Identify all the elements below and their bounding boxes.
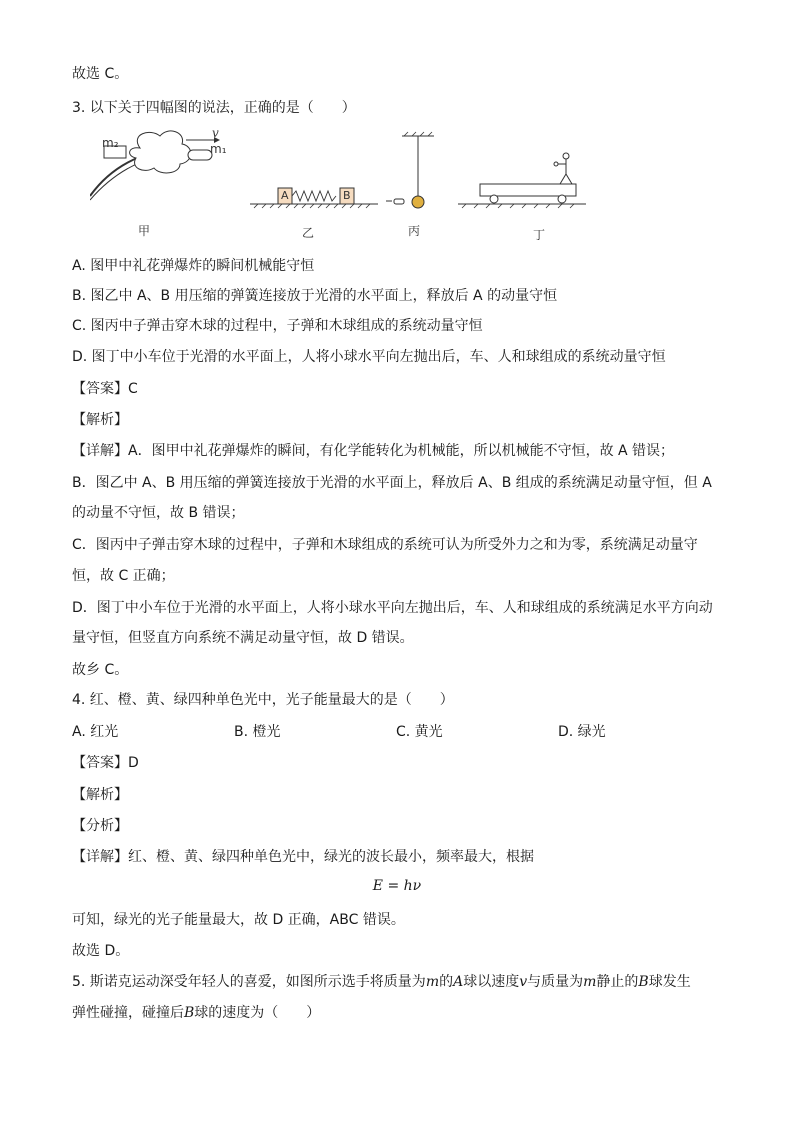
wooden-ball [412,196,424,208]
q5-text-3: 球以速度 [463,974,520,990]
q5-mass-a: m [425,974,440,990]
q5-ball-b-2: B [184,1005,195,1021]
label-block-a: A [281,189,289,202]
q5-ball-b: B [638,974,649,990]
q3-option-c: C. 图丙中子弹击穿木球的过程中，子弹和木球组成的系统动量守恒 [72,318,483,334]
q4-option-d: D. 绿光 [558,724,606,740]
q5-text-6: 球发生 [648,974,691,990]
question-5-stem-line-1 [72,972,691,992]
q3-detail-d-1: D．图丁中小车位于光滑的水平面上，人将小球水平向左抛出后，车、人和球组成的系统满足水平方向动 [72,600,713,616]
q3-detail-b-1: B．图乙中 A、B 用压缩的弹簧连接放于光滑的水平面上，释放后 A、B 组成的系统满足动量守恒，但 A [72,475,712,491]
label-yi: 乙 [302,226,315,240]
q3-detail-d-2: 量守恒，但竖直方向系统不满足动量守恒，故 D 错误。 [72,630,414,646]
q3-analysis-heading: 【解析】 [72,412,128,428]
figure-bing-pendulum [386,132,434,208]
shell-fragment-m1 [188,150,212,160]
label-block-b: B [343,189,351,202]
q3-conclusion: 故乡 C。 [72,662,129,678]
q3-detail-c-1: C．图丙中子弹击穿木球的过程中，子弹和木球组成的系统可认为所受外力之和为零，系统满足动量守 [72,537,698,553]
label-m1: m₁ [210,142,227,156]
q4-detail-conclusion: 可知，绿光的光子能量最大，故 D 正确，ABC 错误。 [72,912,405,928]
figure-drawings [90,128,610,248]
small-ball [554,162,558,166]
q5-text-8: 球的速度为（ ） [194,1005,321,1021]
question-4-stem: 4. 红、橙、黄、绿四种单色光中，光子能量最大的是（ ） [72,692,454,708]
person-head [563,153,569,159]
q4-detail: 【详解】红、橙、黄、绿四种单色光中，绿光的波长最小，频率最大，根据 [72,849,534,865]
label-v: v [212,126,219,140]
q3-detail-b-2: 的动量不守恒，故 B 错误； [72,505,245,521]
cart-body [480,184,576,196]
q3-answer: 【答案】C [72,381,138,397]
q3-detail-c-2: 恒，故 C 正确； [72,568,175,584]
q5-text-2: 的 [439,974,454,990]
q5-text-7: 弹性碰撞，碰撞后 [72,1005,184,1021]
q4-option-c: C. 黄光 [396,724,443,740]
question-5-stem-line-2 [72,1003,320,1023]
q3-detail-a: 【详解】A．图甲中礼花弹爆炸的瞬间，有化学能转化为机械能，所以机械能不守恒，故 A 错误； [72,443,675,459]
previous-conclusion: 故选 C。 [72,66,129,82]
q5-velocity: v [519,974,528,990]
q5-text-5: 静止的 [596,974,639,990]
q3-option-b: B. 图乙中 A、B 用压缩的弹簧连接放于光滑的水平面上，释放后 A 的动量守恒 [72,288,558,304]
label-m2: m₂ [102,136,119,150]
q4-analyze-heading: 【分析】 [72,818,128,834]
bullet [394,199,404,204]
question-3-stem: 3. 以下关于四幅图的说法，正确的是（ ） [72,100,356,116]
q4-option-a: A. 红光 [72,724,119,740]
q4-conclusion: 故选 D。 [72,943,130,959]
label-bing: 丙 [408,224,421,238]
q5-mass-b: m [583,974,597,990]
figure-ding-cart [458,153,586,208]
compressed-spring [292,191,336,201]
q3-option-d: D. 图丁中小车位于光滑的水平面上，人将小球水平向左抛出后，车、人和球组成的系统动量守恒 [72,349,666,365]
question-3-figure [90,128,610,248]
q4-analysis-heading: 【解析】 [72,787,128,803]
q5-text-4: 与质量为 [527,974,584,990]
q4-answer: 【答案】D [72,755,139,771]
figure-yi-blocks-spring [250,188,378,208]
photon-energy-formula: E = hν [372,878,422,894]
explosion-cloud [130,131,191,173]
label-jia: 甲 [138,224,151,238]
cart-wheel-left [490,195,498,203]
label-ding: 丁 [533,228,546,242]
q5-text-1: 5. 斯诺克运动深受年轻人的喜爱，如图所示选手将质量为 [72,974,426,990]
q5-ball-a: A [453,974,464,990]
q3-option-a: A. 图甲中礼花弹爆炸的瞬间机械能守恒 [72,258,315,274]
q4-option-b: B. 橙光 [234,724,281,740]
cart-wheel-right [558,195,566,203]
